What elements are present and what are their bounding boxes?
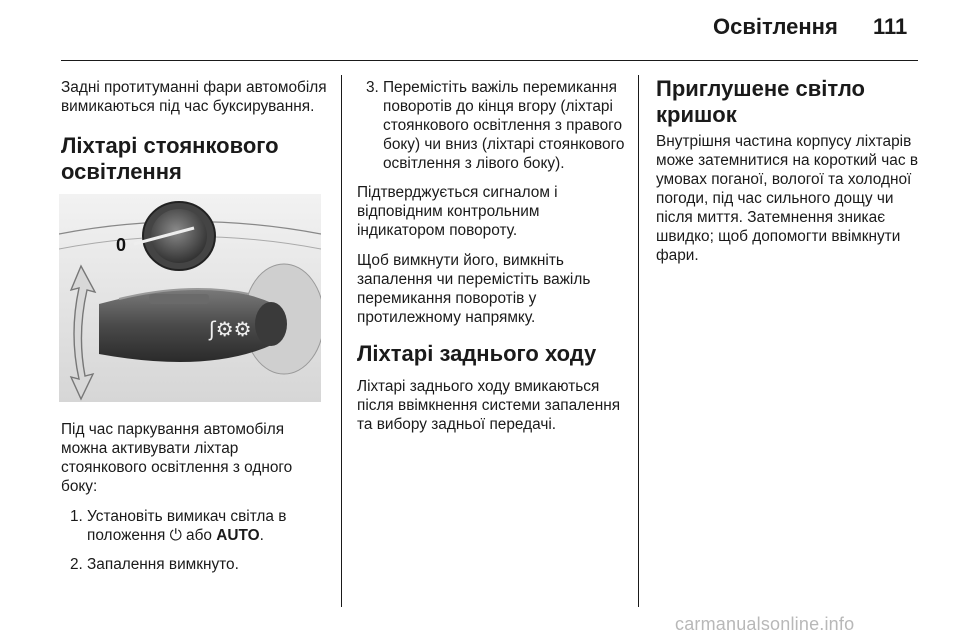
step-3: 3. Перемістіть важіль перемикання поворотів до кінця вгору (ліхтарі стоянкового освітлення з правого боку) чи вниз (ліхтарі стоянкового освітлення з лівого боку). <box>366 79 625 172</box>
column-divider-2 <box>638 75 639 607</box>
svg-text:ʃ⚙⚙: ʃ⚙⚙ <box>209 317 252 341</box>
steps-list-2 <box>357 78 625 173</box>
position-zero-label <box>116 235 126 255</box>
turn-signal-lever-illustration <box>59 194 321 402</box>
reverse-lights-paragraph: Ліхтарі заднього ходу вмикаються після ввімкнення системи запалення та вибору задньої передачі. <box>357 377 621 433</box>
page-number: 111 <box>873 14 908 39</box>
light-switch-0-symbol: ⏻ <box>169 527 182 544</box>
step-1: 1. Установіть вимикач світла в положення ⏻ або AUTO. <box>70 508 287 544</box>
section-title: Освітлення <box>713 14 838 39</box>
fogged-covers-paragraph: Внутрішня частина корпусу ліхтарів може затемнитися на короткий час в умовах поганої, вологої та холодної погоди, під час сильного дощу чи після миття. Затемнення зникає швидко; щоб допомогти ввімкнути фари. <box>656 133 919 264</box>
column-1 <box>61 78 327 584</box>
column-divider-1 <box>341 75 342 607</box>
reverse-lights-heading: Ліхтарі заднього ходу <box>357 341 597 366</box>
auto-label: AUTO <box>216 527 260 544</box>
svg-text:0: 0 <box>116 235 127 255</box>
parking-lights-paragraph: Під час паркування автомобіля можна активувати ліхтар стоянкового освітлення з одного боку: <box>61 421 293 495</box>
column-3 <box>656 76 924 276</box>
parking-lights-heading: Ліхтарі стоянкового освітлення <box>61 133 279 184</box>
intro-paragraph: Задні протитуманні фари автомобіля вимикаються під час буксирування. <box>61 79 327 115</box>
confirmation-paragraph: Підтверджується сигналом і відповідним контрольним індикатором повороту. <box>357 184 558 239</box>
step-2: 2. Запалення вимкнуто. <box>70 556 239 573</box>
switch-off-paragraph: Щоб вимкнути його, вимкніть запалення чи перемістіть важіль перемикання поворотів у протилежному напрямку. <box>357 252 591 326</box>
watermark: carmanualsonline.info <box>675 614 855 634</box>
fogged-covers-heading: Приглушене світло кришок <box>656 76 865 127</box>
column-2 <box>357 78 625 445</box>
steps-list-1 <box>61 507 327 574</box>
header-rule <box>61 60 918 61</box>
